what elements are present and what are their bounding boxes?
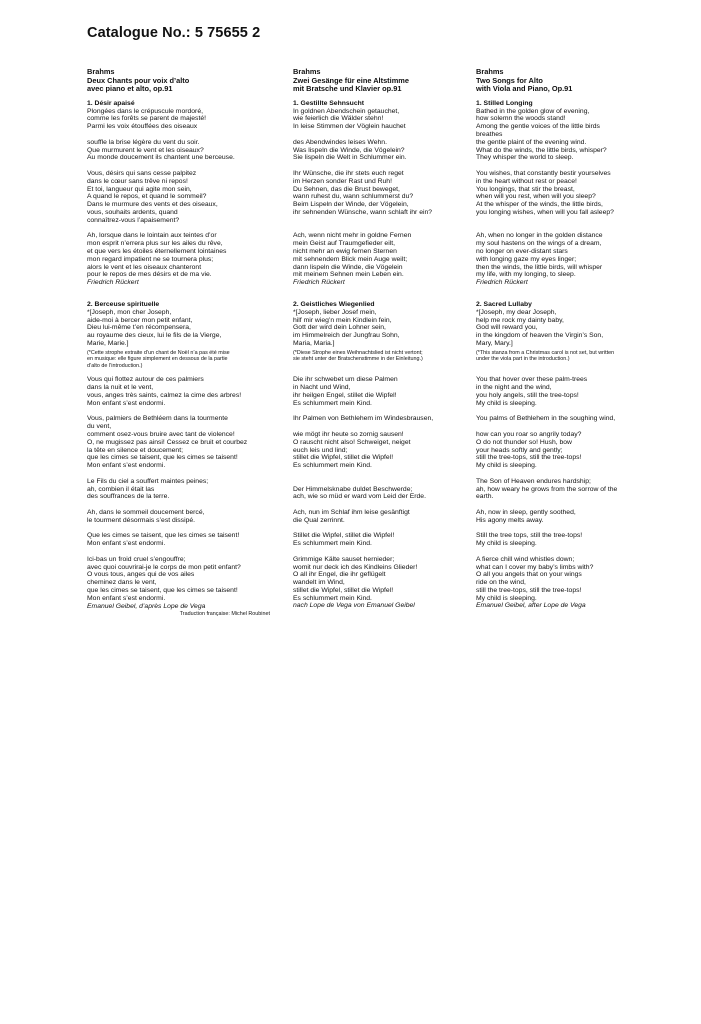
song-1 (87, 100, 267, 287)
stanza: Ach, wenn nicht mehr in goldne Fernen mein Geist auf Traumgefieder eilt, nicht mehr an ewig fernen Sternen mit sehnendem Blick mein Auge weilt; dann lispeln die Winde, die Vögelein mit meinem Sehnen mein Leben ein. (293, 232, 412, 279)
poet-credit: Friedrich Rückert (476, 279, 528, 287)
stanza: Vous qui flottez autour de ces palmiers dans la nuit et le vent, vous, anges très saints, calmez la cime des arbres! Mon enfant s’est endormi. (87, 376, 242, 407)
stanza: Vous, désirs qui sans cesse palpitez dans le cœur sans trêve ni repos! Et toi, langueur qui agite mon sein, A quand le repos, et quand le sommeil? Dans le murmure des vents et des oiseaux, vous, souhaits ardents, quand connaîtrez-vous l’apaisement? (87, 169, 218, 224)
stanza: You palms of Bethlehem in the soughing wind, (476, 415, 616, 423)
poet-credit: nach Lope de Vega von Emanuel Geibel (293, 602, 415, 610)
stanza: You wishes, that constantly bestir yourselves in the heart without rest or peace! You longings, that stir the breast, when will you rest, when will you sleep? At the whisper of the winds, the little birds, you longing wishes, when will you fall asleep? (476, 169, 614, 216)
stanza: *[Joseph, my dear Joseph, help me rock my dainty baby, God will reward you, in the kingdom of heaven the Virgin’s Son, Mary, Mary.] (476, 308, 604, 347)
stanza: Stillet die Wipfel, stillet die Wipfel! Es schlummert mein Kind. (293, 532, 395, 548)
catalogue-number: Catalogue No.: 5 75655 2 (87, 25, 261, 41)
stanza: Ach, nun im Schlaf ihm leise gesänftigt die Qual zerrinnt. (293, 508, 410, 524)
stanza: Ah, dans le sommeil doucement bercé, le tourment désormais s’est dissipé. (87, 509, 205, 524)
stanza: Ah, when no longer in the golden distance my soul hastens on the wings of a dream, no longer on ever-distant stars with longing gaze my eyes linger; then the winds, the little birds, will whisper my life, with my longing, to sleep. (476, 232, 603, 279)
stanza: des Abendwindes leises Wehn. Was lispeln die Winde, die Vögelein? Sie lispeln die Welt in Schlummer ein. (293, 138, 407, 162)
song-title: 1. Désir apaisé (87, 99, 135, 107)
song-title: 2. Geistliches Wiegenlied (293, 300, 375, 308)
stanza: In goldnen Abendschein getauchet, wie feierlich die Wälder stehn! In leise Stimmen der Vöglein hauchet (293, 107, 406, 131)
stanza: *[Joseph, lieber Josef mein, hilf mir wieg’n mein Kindlein fein, Gott der wird dein Lohner sein, im Himmelreich der Jungfrau Sohn, Maria, Maria.] (293, 308, 400, 347)
song-1 (293, 100, 473, 287)
song-1 (476, 100, 656, 287)
stanza: You that hover over these palm-trees in the night and the wind, you holy angels, still the tree-tops! My child is sleeping. (476, 376, 588, 407)
column-german (293, 68, 473, 610)
stanza: Der Himmelsknabe duldet Beschwerde; ach, wie so müd er ward vom Leid der Erde. (293, 485, 426, 501)
work-title: Two Songs for Alto with Viola and Piano, Op.91 (476, 75, 573, 94)
stanza: how can you roar so angrily today? O do not thunder so! Hush, bow your heads softly and gently; still the tree-tops, still the tree-tops! My child is sleeping. (476, 430, 582, 470)
song-2 (293, 301, 473, 610)
footnote: (*Cette strophe extraite d’un chant de Noël n’a pas été mise en musique: elle figure simplement en dessous de la partie d’alto de l’introduction.) (87, 349, 230, 369)
song-title: 1. Gestillte Sehnsucht (293, 99, 365, 107)
song-2 (87, 300, 270, 618)
stanza: The Son of Heaven endures hardship; ah, how weary he grows from the sorrow of the earth. (476, 477, 618, 501)
stanza: souffle la brise légère du vent du soir. Que murmurent le vent et les oiseaux? Au monde doucement ils chantent une berceuse. (87, 138, 235, 162)
footnote: (*Diese Strophe eines Weihnachtslied ist nicht vertont; sie steht unter der Bratschenstimme in der Einleitung.) (293, 349, 423, 363)
stanza: Plongées dans le crépuscule mordoré, comme les forêts se parent de majesté! Parmi les voix étouffées des oiseaux (87, 107, 206, 131)
column-french (87, 67, 270, 618)
stanza: Ihr Wünsche, die ihr stets euch reget im Herzen sonder Rast und Ruh! Du Sehnen, das die Brust beweget, wann ruhest du, wann schlummerst du? Beim Lispeln der Winde, der Vögelein, ihr sehnenden Wünsche, wann schlaft ihr ein? (293, 169, 433, 216)
composer: Brahms (476, 67, 504, 76)
stanza: Ihr Palmen von Bethlehem im Windesbrausen, (293, 415, 434, 423)
stanza: Le Fils du ciel a souffert maintes peines; ah, combien il était las des souffrances de la terre. (87, 477, 209, 501)
stanza: wie mögt ihr heute so zornig sausen! O rauscht nicht also! Schweiget, neiget euch leis und lind; stillet die Wipfel, stillet die Wipfel! Es schlummert mein Kind. (293, 430, 411, 470)
song-title: 1. Stilled Longing (476, 99, 533, 107)
stanza: Vous, palmiers de Bethléem dans la tourmente du vent, comment osez-vous bruire avec tant de violence! O, ne mugissez pas ainsi! Cessez ce bruit et courbez la tête en silence et doucement; que les cimes se taisent, que les cimes se taisent! Mon enfant s’est endormi. (87, 415, 248, 470)
composer: Brahms (87, 67, 115, 76)
stanza: Ici-bas un froid cruel s’engouffre; avec quoi couvrirai-je le corps de mon petit enfant? O vous tous, anges qui de vos ailes cheminez dans le vent, que les cimes se taisent, que les cimes se taisent! Mon enfant s’est endormi. (87, 555, 241, 602)
poet-credit: Friedrich Rückert (87, 279, 139, 287)
stanza: Ah, lorsque dans le lointain aux teintes d’or mon esprit n’errera plus sur les ailes du rêve, et que vers les étoiles éternellement lointaines mon regard impatient ne se tournera plus; alors le vent et les oiseaux chanteront pour le repos de mes désirs et de ma vie. (87, 232, 227, 279)
work-title: Deux Chants pour voix d’alto avec piano et alto, op.91 (87, 75, 190, 94)
poet-credit: Emanuel Geibel, after Lope de Vega (476, 602, 586, 610)
stanza: Ah, now in sleep, gently soothed, His agony melts away. (476, 508, 576, 524)
stanza: Que les cimes se taisent, que les cimes se taisent! Mon enfant s’est endormi. (87, 532, 240, 548)
stanza: Bathed in the golden glow of evening, how solemn the woods stand! Among the gentle voices of the little birds breathes the gentle plaint of the evening wind. What do the winds, the little birds, whisper? They whisper the world to sleep. (476, 107, 607, 162)
song-title: 2. Berceuse spirituelle (87, 300, 160, 308)
stanza: Die ihr schwebet um diese Palmen in Nacht und Wind, ihr heilgen Engel, stillet die Wipfel! Es schlummert mein Kind. (293, 376, 398, 407)
stanza: Grimmige Kälte sauset hernieder; womit nur deck ich des Kindleins Glieder! O all ihr Engel, die ihr geflügelt wandelt im Wind, stillet die Wipfel, stillet die Wipfel! Es schlummert mein Kind. (293, 555, 418, 602)
column-english (476, 68, 656, 610)
song-title: 2. Sacred Lullaby (476, 300, 532, 308)
poet-credit: Friedrich Rückert (293, 279, 345, 287)
stanza: Still the tree tops, still the tree-tops! My child is sleeping. (476, 532, 583, 548)
song-2 (476, 301, 656, 610)
footnote: (*This stanza from a Christmas carol is not set, but written under the viola part in the introduction.) (476, 349, 615, 363)
work-title: Zwei Gesänge für eine Altstimme mit Bratsche und Klavier op.91 (293, 75, 409, 94)
poet-credit: Emanuel Geibel, d’après Lope de Vega (87, 602, 206, 610)
stanza: A fierce chill wind whistles down; what can I cover my baby’s limbs with? O all you angels that on your wings ride on the wind, still the tree-tops, still the tree-tops! My child is sleeping. (476, 555, 594, 602)
stanza: *[Joseph, mon cher Joseph, aide-moi à bercer mon petit enfant, Dieu lui-même t’en récompensera, au royaume des cieux, lui le fils de la Vierge, Marie, Marie.] (87, 308, 222, 347)
translation-credit: Traduction française: Michel Roubinet (179, 611, 270, 618)
composer: Brahms (293, 67, 321, 76)
